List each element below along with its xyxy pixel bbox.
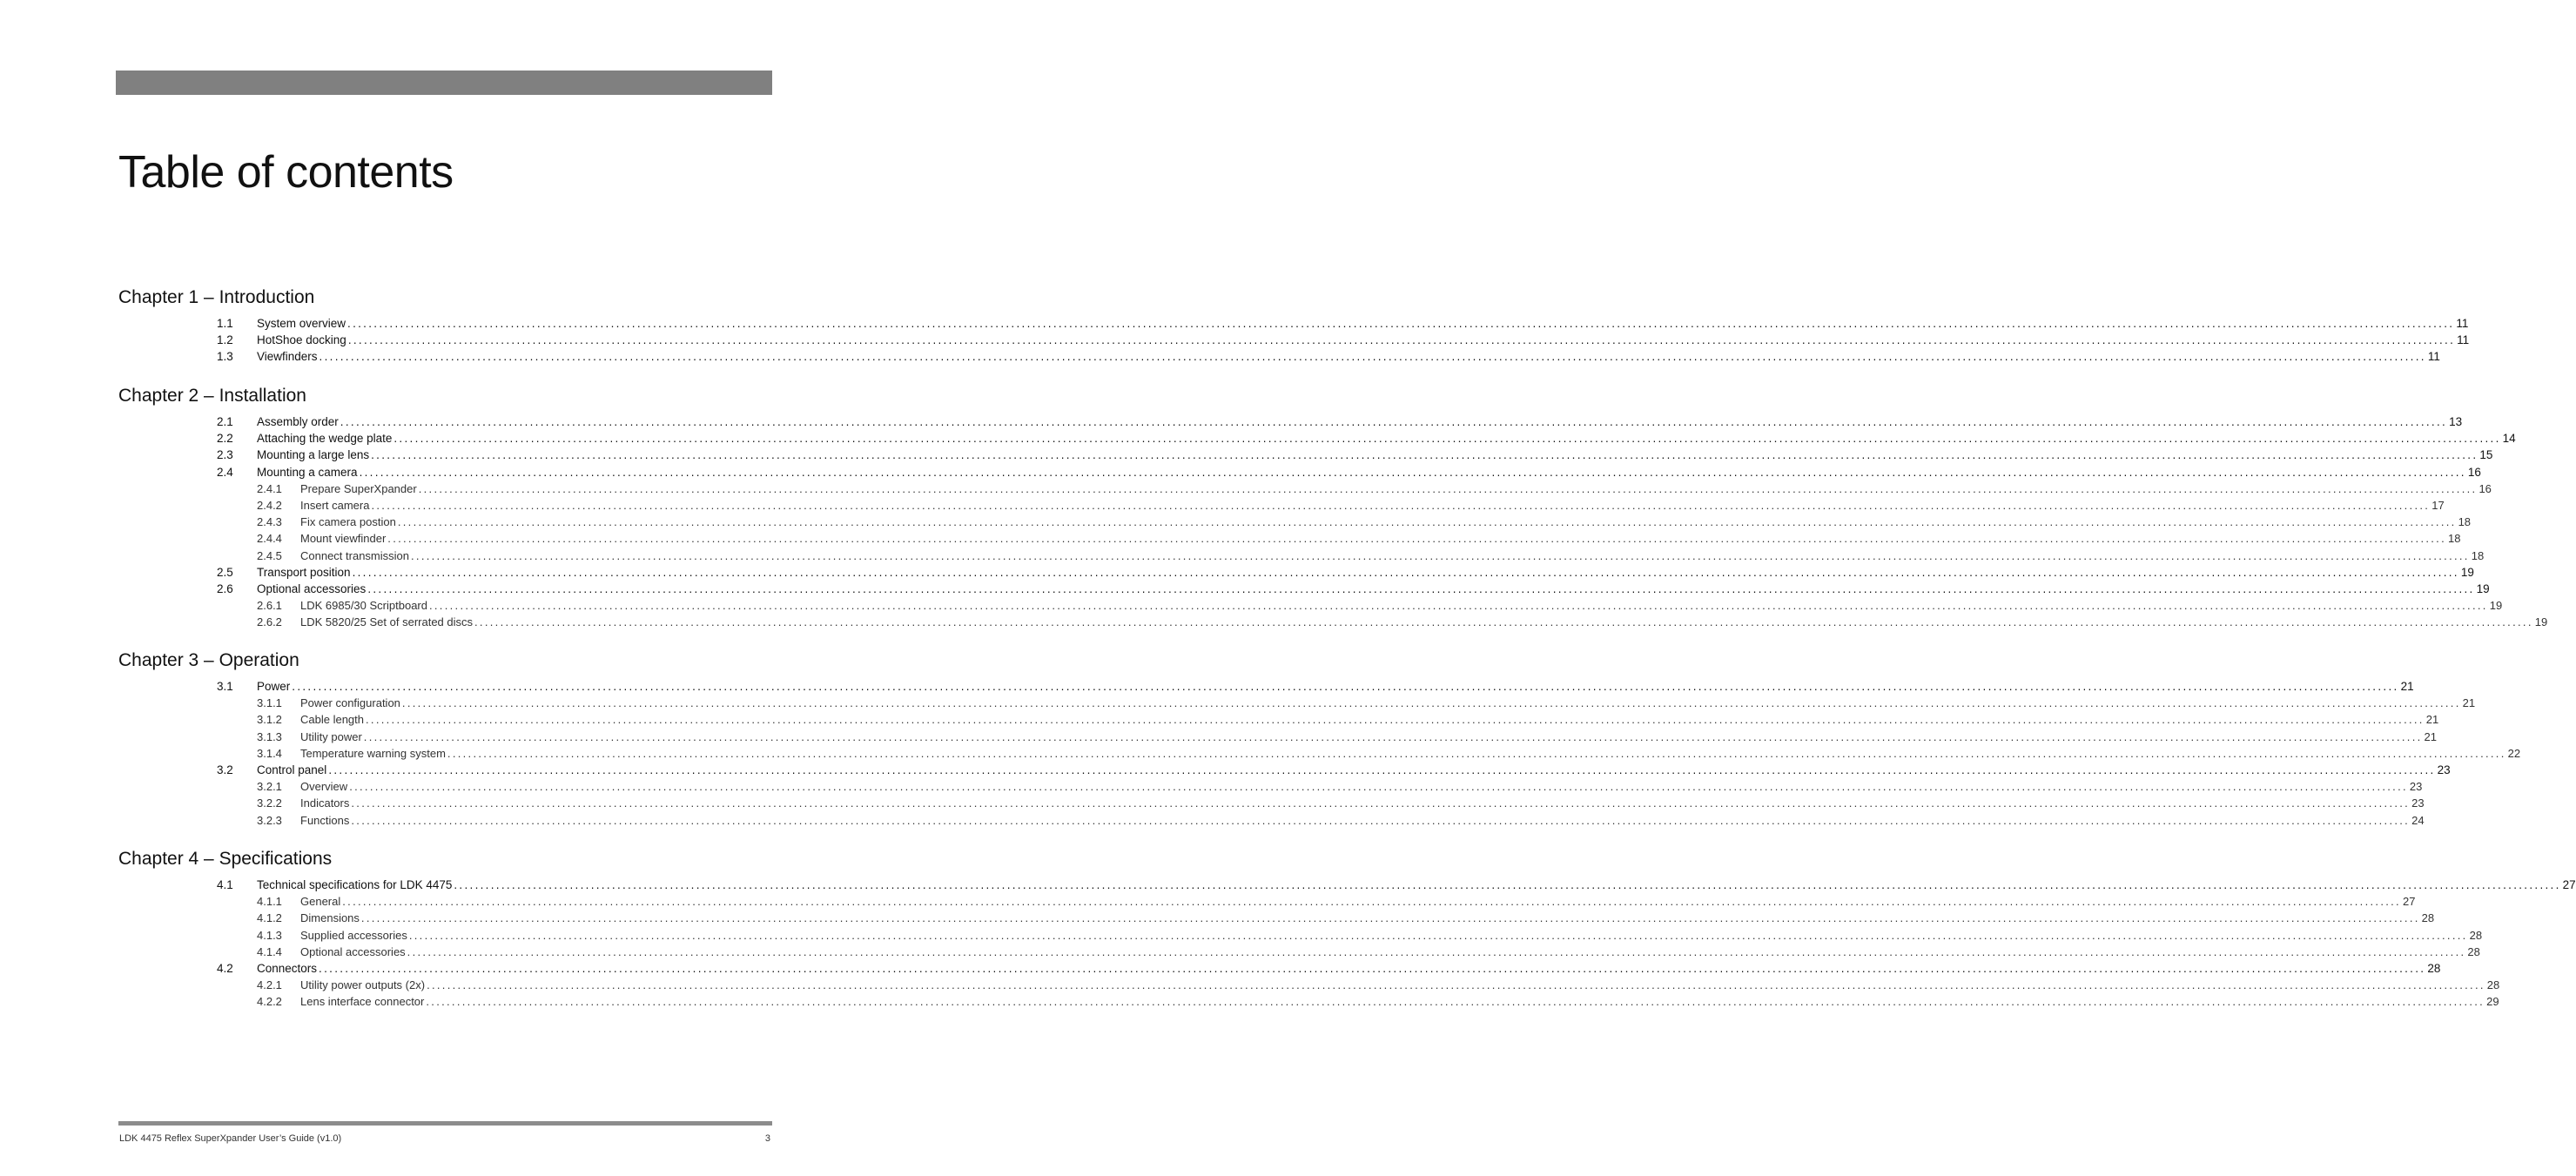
toc-entry-number: 1.3: [217, 350, 233, 364]
toc-entry-label: Indicators: [300, 796, 350, 810]
toc-entry-page: 22: [2507, 746, 2521, 760]
toc-entry-label: Functions: [300, 813, 350, 827]
toc-entry-number: 3.2: [217, 763, 233, 776]
toc-entry-number: 3.1.4: [257, 746, 282, 760]
toc-entry-page: 29: [2486, 995, 2499, 1009]
toc-entry-label: Power configuration: [300, 696, 400, 710]
toc-entry-page: 21: [2425, 713, 2439, 727]
toc-entry-number: 2.6.2: [257, 615, 282, 629]
toc-entry[interactable]: [217, 430, 2516, 447]
toc-entry-number: 2.4.1: [257, 481, 282, 495]
toc-entry-number: 3.2.3: [257, 813, 282, 827]
toc-entry-page: 18: [2448, 532, 2461, 546]
toc-entry-number: 4.1.1: [257, 895, 282, 909]
toc-entry-label: Assembly order: [257, 415, 339, 428]
toc-entry-number: 2.6.1: [257, 599, 282, 613]
toc-entry-label: Viewfinders: [257, 350, 318, 364]
toc-entry[interactable]: [217, 332, 2470, 348]
toc-entry-number: 3.1.2: [257, 713, 282, 727]
dot-leader: ................................................................................................................................................................................................................................................................................................................................................................................................................: [342, 895, 2401, 909]
toc-entry[interactable]: [217, 762, 2451, 778]
toc-entry-label: System overview: [257, 317, 346, 330]
toc-entry[interactable]: [217, 910, 2435, 926]
dot-leader: ................................................................................................................................................................................................................................................................................................................................................................................................................: [319, 350, 2426, 364]
toc-entry-page: 14: [2502, 432, 2516, 446]
toc-entry-page: 27: [2562, 878, 2576, 891]
toc-entry-number: 3.1: [217, 680, 233, 693]
toc-entry-page: 28: [2469, 928, 2483, 942]
toc-entry[interactable]: [217, 960, 2441, 977]
toc-entry-page: 28: [2486, 978, 2500, 992]
toc-entry-number: 1.2: [217, 333, 233, 347]
footer-page-number: 3: [764, 1133, 770, 1144]
toc-entry-label: Utility power: [300, 729, 362, 743]
dot-leader: ................................................................................................................................................................................................................................................................................................................................................................................................................: [411, 548, 2470, 562]
dot-leader: ................................................................................................................................................................................................................................................................................................................................................................................................................: [347, 333, 2456, 347]
dot-leader: ................................................................................................................................................................................................................................................................................................................................................................................................................: [427, 978, 2485, 992]
toc-entry-number: 4.1.2: [257, 911, 282, 925]
toc-entry-number: 2.4.4: [257, 532, 282, 546]
dot-leader: ................................................................................................................................................................................................................................................................................................................................................................................................................: [367, 582, 2475, 595]
toc-entry-page: 15: [2479, 448, 2493, 462]
dot-leader: ................................................................................................................................................................................................................................................................................................................................................................................................................: [474, 615, 2533, 629]
toc-entry-label: Optional accessories: [300, 944, 406, 958]
toc-entry-number: 3.1.1: [257, 696, 282, 710]
toc-entry[interactable]: [217, 778, 2423, 795]
toc-entry[interactable]: [217, 678, 2414, 695]
toc-entry-page: 18: [2471, 548, 2485, 562]
dot-leader: ................................................................................................................................................................................................................................................................................................................................................................................................................: [360, 911, 2420, 925]
toc-entry[interactable]: [217, 812, 2425, 829]
toc-entry[interactable]: [217, 497, 2445, 514]
toc-entry-page: 19: [2476, 582, 2490, 595]
dot-leader: ................................................................................................................................................................................................................................................................................................................................................................................................................: [371, 499, 2431, 512]
toc-entry-page: 23: [2437, 763, 2451, 776]
toc-entry-number: 4.2: [217, 962, 233, 975]
toc-entry-page: 28: [2467, 944, 2480, 958]
dot-leader: ................................................................................................................................................................................................................................................................................................................................................................................................................: [347, 317, 2455, 330]
toc-entry-number: 2.5: [217, 565, 233, 579]
toc-entry-number: 3.2.1: [257, 780, 282, 794]
toc-entry[interactable]: [217, 413, 2463, 430]
dot-leader: ................................................................................................................................................................................................................................................................................................................................................................................................................: [426, 995, 2485, 1009]
dot-leader: ................................................................................................................................................................................................................................................................................................................................................................................................................: [359, 465, 2466, 479]
toc-entry[interactable]: [217, 614, 2548, 630]
toc-entry-label: Mounting a large lens: [257, 448, 370, 462]
toc-entry[interactable]: [217, 893, 2416, 910]
toc-entry[interactable]: [217, 795, 2425, 811]
toc-entry-label: Transport position: [257, 565, 351, 579]
toc-entry-page: 11: [2457, 333, 2470, 347]
toc-entry[interactable]: [217, 927, 2483, 944]
toc-entry-label: Connectors: [257, 962, 318, 975]
toc-entry-label: Prepare SuperXpander: [300, 481, 417, 495]
toc-entry-number: 2.3: [217, 448, 233, 462]
toc-entry-label: LDK 5820/25 Set of serrated discs: [300, 615, 474, 629]
toc-entry-page: 23: [2411, 796, 2425, 810]
toc-entry[interactable]: [217, 695, 2476, 711]
toc-entry[interactable]: [217, 348, 2440, 365]
toc-entry-number: 2.6: [217, 582, 233, 595]
toc-entry-label: Supplied accessories: [300, 928, 407, 942]
toc-entry-page: 16: [2478, 481, 2492, 495]
toc-entry-label: General: [300, 895, 341, 909]
dot-leader: ................................................................................................................................................................................................................................................................................................................................................................................................................: [366, 713, 2425, 727]
toc-entry[interactable]: [217, 548, 2485, 564]
chapter-heading: Chapter 2 – Installation: [118, 386, 306, 406]
dot-leader: ................................................................................................................................................................................................................................................................................................................................................................................................................: [351, 813, 2411, 827]
toc-entry-label: Dimensions: [300, 911, 360, 925]
toc-entry-page: 28: [2427, 962, 2441, 975]
toc-entry[interactable]: [217, 581, 2490, 597]
toc-entry-number: 2.4.5: [257, 548, 282, 562]
toc-entry-label: Fix camera postion: [300, 515, 396, 529]
chapter-heading: Chapter 1 – Introduction: [118, 287, 315, 307]
toc-entry-page: 17: [2431, 499, 2445, 512]
toc-entry-page: 11: [2427, 350, 2440, 364]
toc-entry-label: Overview: [300, 780, 348, 794]
toc-entry[interactable]: [217, 564, 2474, 581]
toc-entry-number: 4.2.1: [257, 978, 282, 992]
toc-entry-label: Mounting a camera: [257, 465, 358, 479]
dot-leader: ................................................................................................................................................................................................................................................................................................................................................................................................................: [387, 532, 2447, 546]
toc-entry[interactable]: [217, 514, 2472, 530]
dot-leader: ................................................................................................................................................................................................................................................................................................................................................................................................................: [371, 448, 2478, 462]
toc-entry-page: 28: [2421, 911, 2435, 925]
toc-entry[interactable]: [217, 977, 2500, 993]
toc-entry-page: 21: [2400, 680, 2414, 693]
dot-leader: ................................................................................................................................................................................................................................................................................................................................................................................................................: [408, 928, 2468, 942]
chapter-heading: Chapter 4 – Specifications: [118, 849, 333, 869]
dot-leader: ................................................................................................................................................................................................................................................................................................................................................................................................................: [319, 962, 2426, 975]
toc-entry-page: 18: [2458, 515, 2472, 529]
toc-entry-page: 27: [2402, 895, 2416, 909]
toc-entry-page: 24: [2411, 813, 2425, 827]
dot-leader: ................................................................................................................................................................................................................................................................................................................................................................................................................: [447, 746, 2506, 760]
dot-leader: ................................................................................................................................................................................................................................................................................................................................................................................................................: [352, 565, 2459, 579]
footer-doc-title: LDK 4475 Reflex SuperXpander User’s Guide (v1.0): [119, 1133, 342, 1144]
toc-entry-page: 19: [2460, 565, 2474, 579]
toc-entry-number: 4.1: [217, 878, 233, 891]
toc-entry[interactable]: [217, 597, 2503, 614]
toc-entry-label: LDK 6985/30 Scriptboard: [300, 599, 427, 613]
toc-entry[interactable]: [217, 993, 2499, 1010]
toc-entry[interactable]: [217, 745, 2521, 762]
toc-entry-number: 1.1: [217, 317, 233, 330]
toc-entry-page: 19: [2489, 599, 2503, 613]
toc-entry-page: 21: [2424, 729, 2437, 743]
toc-entry[interactable]: [217, 447, 2493, 463]
toc-entry-number: 2.4.3: [257, 515, 282, 529]
dot-leader: ................................................................................................................................................................................................................................................................................................................................................................................................................: [401, 696, 2461, 710]
dot-leader: ................................................................................................................................................................................................................................................................................................................................................................................................................: [397, 515, 2457, 529]
toc-entry-label: Mount viewfinder: [300, 532, 387, 546]
toc-entry[interactable]: [217, 711, 2439, 728]
dot-leader: ................................................................................................................................................................................................................................................................................................................................................................................................................: [292, 680, 2399, 693]
toc-entry[interactable]: [217, 944, 2480, 960]
toc-entry-label: Utility power outputs (2x): [300, 978, 426, 992]
toc-entry-page: 11: [2456, 317, 2469, 330]
toc-entry-number: 4.1.4: [257, 944, 282, 958]
toc-entry-page: 16: [2467, 465, 2481, 479]
toc-entry-label: HotShoe docking: [257, 333, 346, 347]
toc-entry-number: 2.4: [217, 465, 233, 479]
dot-leader: ................................................................................................................................................................................................................................................................................................................................................................................................................: [428, 599, 2488, 613]
toc-entry[interactable]: [217, 877, 2576, 893]
toc-entry-page: 13: [2449, 415, 2463, 428]
toc-entry-label: Temperature warning system: [300, 746, 446, 760]
footer-rule: [118, 1121, 772, 1126]
toc-entry-label: Cable length: [300, 713, 364, 727]
toc-entry-page: 19: [2534, 615, 2548, 629]
dot-leader: ................................................................................................................................................................................................................................................................................................................................................................................................................: [351, 796, 2411, 810]
toc-entry-label: Attaching the wedge plate: [257, 432, 393, 446]
toc-entry-page: 21: [2462, 696, 2476, 710]
toc-entry-label: Connect transmission: [300, 548, 409, 562]
toc-entry-label: Optional accessories: [257, 582, 367, 595]
toc-entry-label: Control panel: [257, 763, 327, 776]
dot-leader: ................................................................................................................................................................................................................................................................................................................................................................................................................: [418, 481, 2478, 495]
dot-leader: ................................................................................................................................................................................................................................................................................................................................................................................................................: [363, 729, 2423, 743]
toc-entry-number: 3.2.2: [257, 796, 282, 810]
dot-leader: ................................................................................................................................................................................................................................................................................................................................................................................................................: [328, 763, 2436, 776]
chapter-heading: Chapter 3 – Operation: [118, 650, 299, 670]
toc-entry-page: 23: [2409, 780, 2423, 794]
toc-entry-label: Technical specifications for LDK 4475: [257, 878, 453, 891]
toc-entry[interactable]: [217, 464, 2481, 480]
toc-entry-number: 4.1.3: [257, 928, 282, 942]
toc-entry[interactable]: [217, 480, 2492, 497]
toc-entry-label: Power: [257, 680, 291, 693]
dot-leader: ................................................................................................................................................................................................................................................................................................................................................................................................................: [349, 780, 2408, 794]
page-title: Table of contents: [118, 147, 454, 198]
toc-entry-label: Lens interface connector: [300, 995, 425, 1009]
toc-entry-label: Insert camera: [300, 499, 370, 512]
dot-leader: ................................................................................................................................................................................................................................................................................................................................................................................................................: [393, 432, 2501, 446]
toc-entry-number: 2.1: [217, 415, 233, 428]
toc-entry[interactable]: [217, 530, 2461, 547]
toc-entry[interactable]: [217, 315, 2469, 332]
toc-entry-number: 4.2.2: [257, 995, 282, 1009]
dot-leader: ................................................................................................................................................................................................................................................................................................................................................................................................................: [340, 415, 2448, 428]
toc-entry[interactable]: [217, 729, 2437, 745]
toc-entry-number: 2.2: [217, 432, 233, 446]
dot-leader: ................................................................................................................................................................................................................................................................................................................................................................................................................: [407, 944, 2466, 958]
dot-leader: ................................................................................................................................................................................................................................................................................................................................................................................................................: [454, 878, 2561, 891]
toc-entry-number: 2.4.2: [257, 499, 282, 512]
toc-entry-number: 3.1.3: [257, 729, 282, 743]
